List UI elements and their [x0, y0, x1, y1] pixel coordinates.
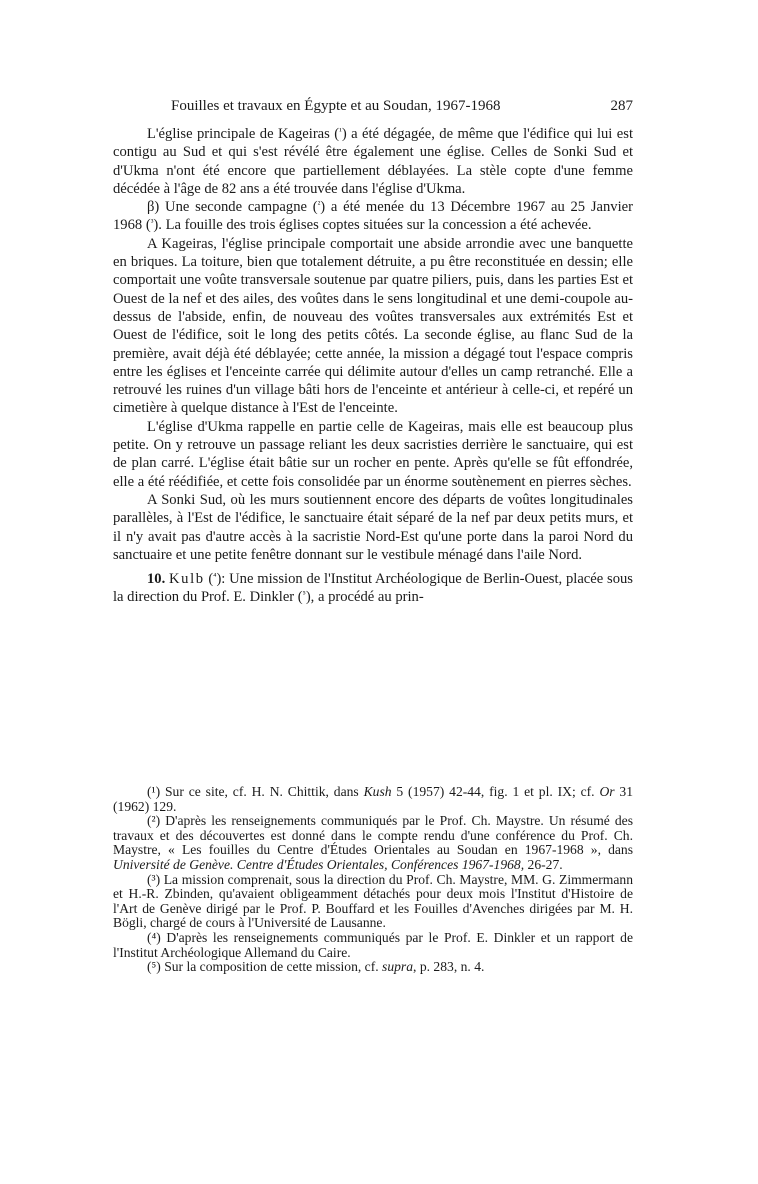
running-title: Fouilles et travaux en Égypte et au Soudan, 1967-1968: [171, 98, 501, 114]
text-run: ) a été menée du 13 Décembre 1967 au 25 Janvier 1968 (: [113, 199, 633, 234]
page-body: [113, 98, 633, 607]
footnote-ref: ³: [150, 217, 154, 228]
running-header: [113, 98, 633, 115]
footnote-2: [113, 814, 633, 872]
paragraph-kageiras-church: A Kageiras, l'église principale comportait une abside arrondie avec une banquette en briques. La toiture, bien que totalement détruite, a pu être reconstituée en dessin; elle comportait une voûte transversale soutenue par quatre piliers, puis, dans les parties Est et Ouest de la nef et des ailes, des voûtes dans le sens longitudinal et une demi-coupole au-dessus de l'abside, enfin, de nouveau des voûtes transversales aux extrémités Est et Ouest de l'édifice, soit le long des petits côtés. La seconde église, au flanc Sud de la première, avait déjà été déblayée; cette année, la mission a dégagé tout l'espace compris entre les églises et l'enceinte carrée qui délimite autour d'elles un camp retranché. Elle a retrouvé les ruines d'un village bâti hors de l'enceinte et antérieur à celle-ci, et repéré un cimetière à quelque distance à l'Est de l'enceinte.: [113, 235, 633, 417]
publication-title: Université de Genève. Centre d'Études Orientales, Conférences 1967-1968,: [113, 856, 525, 872]
footnote-mark: (¹): [147, 784, 161, 799]
text-run: , p. 283, n. 4.: [413, 959, 485, 975]
page-number: 287: [610, 98, 633, 114]
paragraph-kageiras-intro: [113, 125, 633, 198]
text-run: Sur la composition de cette mission, cf.: [160, 959, 383, 975]
footnote-ref: ¹: [339, 126, 342, 136]
text-run: 31 (1962) 129.: [113, 784, 633, 814]
text-run: La mission comprenait, sous la direction du Prof. Ch. Maystre, MM. G. Zimmermann et H.-R. Zbinden, qu'avaient obligeamment détachés pour deux mois l'Institut d'Histoire de l'Art de Genève dirigé par le Prof. P. Bouffard et les Fouilles d'Avenches dirigées par M. H. Bögli, chargé de cours à l'Université de Lausanne.: [113, 871, 633, 931]
section-number: 10.: [147, 571, 166, 588]
text-run: D'après les renseignements communiqués par le Prof. E. Dinkler et un rapport de l'Institut Archéologique Allemand du Caire.: [113, 929, 633, 960]
text-run: ), a procédé au prin-: [305, 589, 424, 606]
text-run: ) a été dégagée, de même que l'édifice qui lui est contigu au Sud et qui s'est révélé être également une église. Celles de Sonki Sud et d'Ukma n'ont été encore que partiellement déblayées. La stèle copte d'une femme décédée à l'âge de 82 ans a été trouvée dans l'église d'Ukma.: [113, 126, 633, 197]
paragraph-ukma-church: L'église d'Ukma rappelle en partie celle de Kageiras, mais elle est beaucoup plus petite. On y retrouve un passage reliant les deux sacristies derrière le sanctuaire, qui est de plan carré. L'église était bâtie sur un rocher en pente. Après qu'elle se fût effondrée, elle a été réédifiée, et cette fois consolidée par un énorme soutènement en pierres sèches.: [113, 418, 633, 490]
text-run: ). La fouille des trois églises coptes situées sur la concession a été achevée.: [153, 217, 592, 234]
paragraph-second-campaign: [113, 198, 633, 235]
footnote-ref: ⁵: [302, 589, 306, 600]
footnote-5: [113, 960, 633, 975]
footnote-ref: ²: [317, 199, 321, 210]
journal-title: Or: [599, 784, 615, 799]
footnote-1: [113, 785, 633, 814]
text-run: L'église principale de Kageiras (: [147, 126, 340, 142]
footnote-ref: ⁴: [213, 571, 217, 582]
footnote-mark: (³): [147, 871, 161, 887]
footnotes: [113, 785, 633, 975]
paragraph-kulb: [113, 570, 633, 607]
text-run: β) Une seconde campagne (: [147, 199, 318, 216]
text-run: ): Une mission de l'Institut Archéologique de Berlin-Ouest, placée sous la direction du Prof. E. Dinkler (: [113, 571, 633, 606]
text-run: D'après les renseignements communiqués par le Prof. Ch. Maystre. Un résumé des travaux et des découvertes est donné dans le compte rendu d'une conférence du Prof. Ch. Maystre, « Les fouilles du Centre d'Études Orientales au Soudan en 1967-1968 », dans: [113, 813, 633, 858]
footnote-mark: (⁴): [147, 929, 161, 945]
footnote-mark: (⁵): [147, 959, 161, 975]
paragraph-sonki-sud: A Sonki Sud, où les murs soutiennent encore des départs de voûtes longitudinales parallèles, à l'Est de l'édifice, le sanctuaire était séparé de la nef par deux petits murs, et il n'y avait pas d'autre accès à la sacristie Nord-Est qu'une porte dans la paroi Nord du sanctuaire et une petite fenêtre donnant sur le vestibule ménagé dans l'aile Nord.: [113, 491, 633, 563]
text-run: 5 (1957) 42-44, fig. 1 et pl. IX; cf.: [391, 784, 600, 799]
journal-title: Kush: [363, 784, 392, 799]
text-run: (: [204, 571, 214, 588]
footnote-3: [113, 873, 633, 931]
section-place: Kulb: [169, 571, 205, 588]
cross-reference: supra: [382, 959, 414, 975]
text-run: Sur ce site, cf. H. N. Chittik, dans: [160, 784, 364, 799]
footnote-mark: (²): [147, 813, 161, 829]
text-run: 26-27.: [524, 856, 563, 872]
footnote-4: [113, 931, 633, 960]
main-text: [113, 125, 633, 607]
